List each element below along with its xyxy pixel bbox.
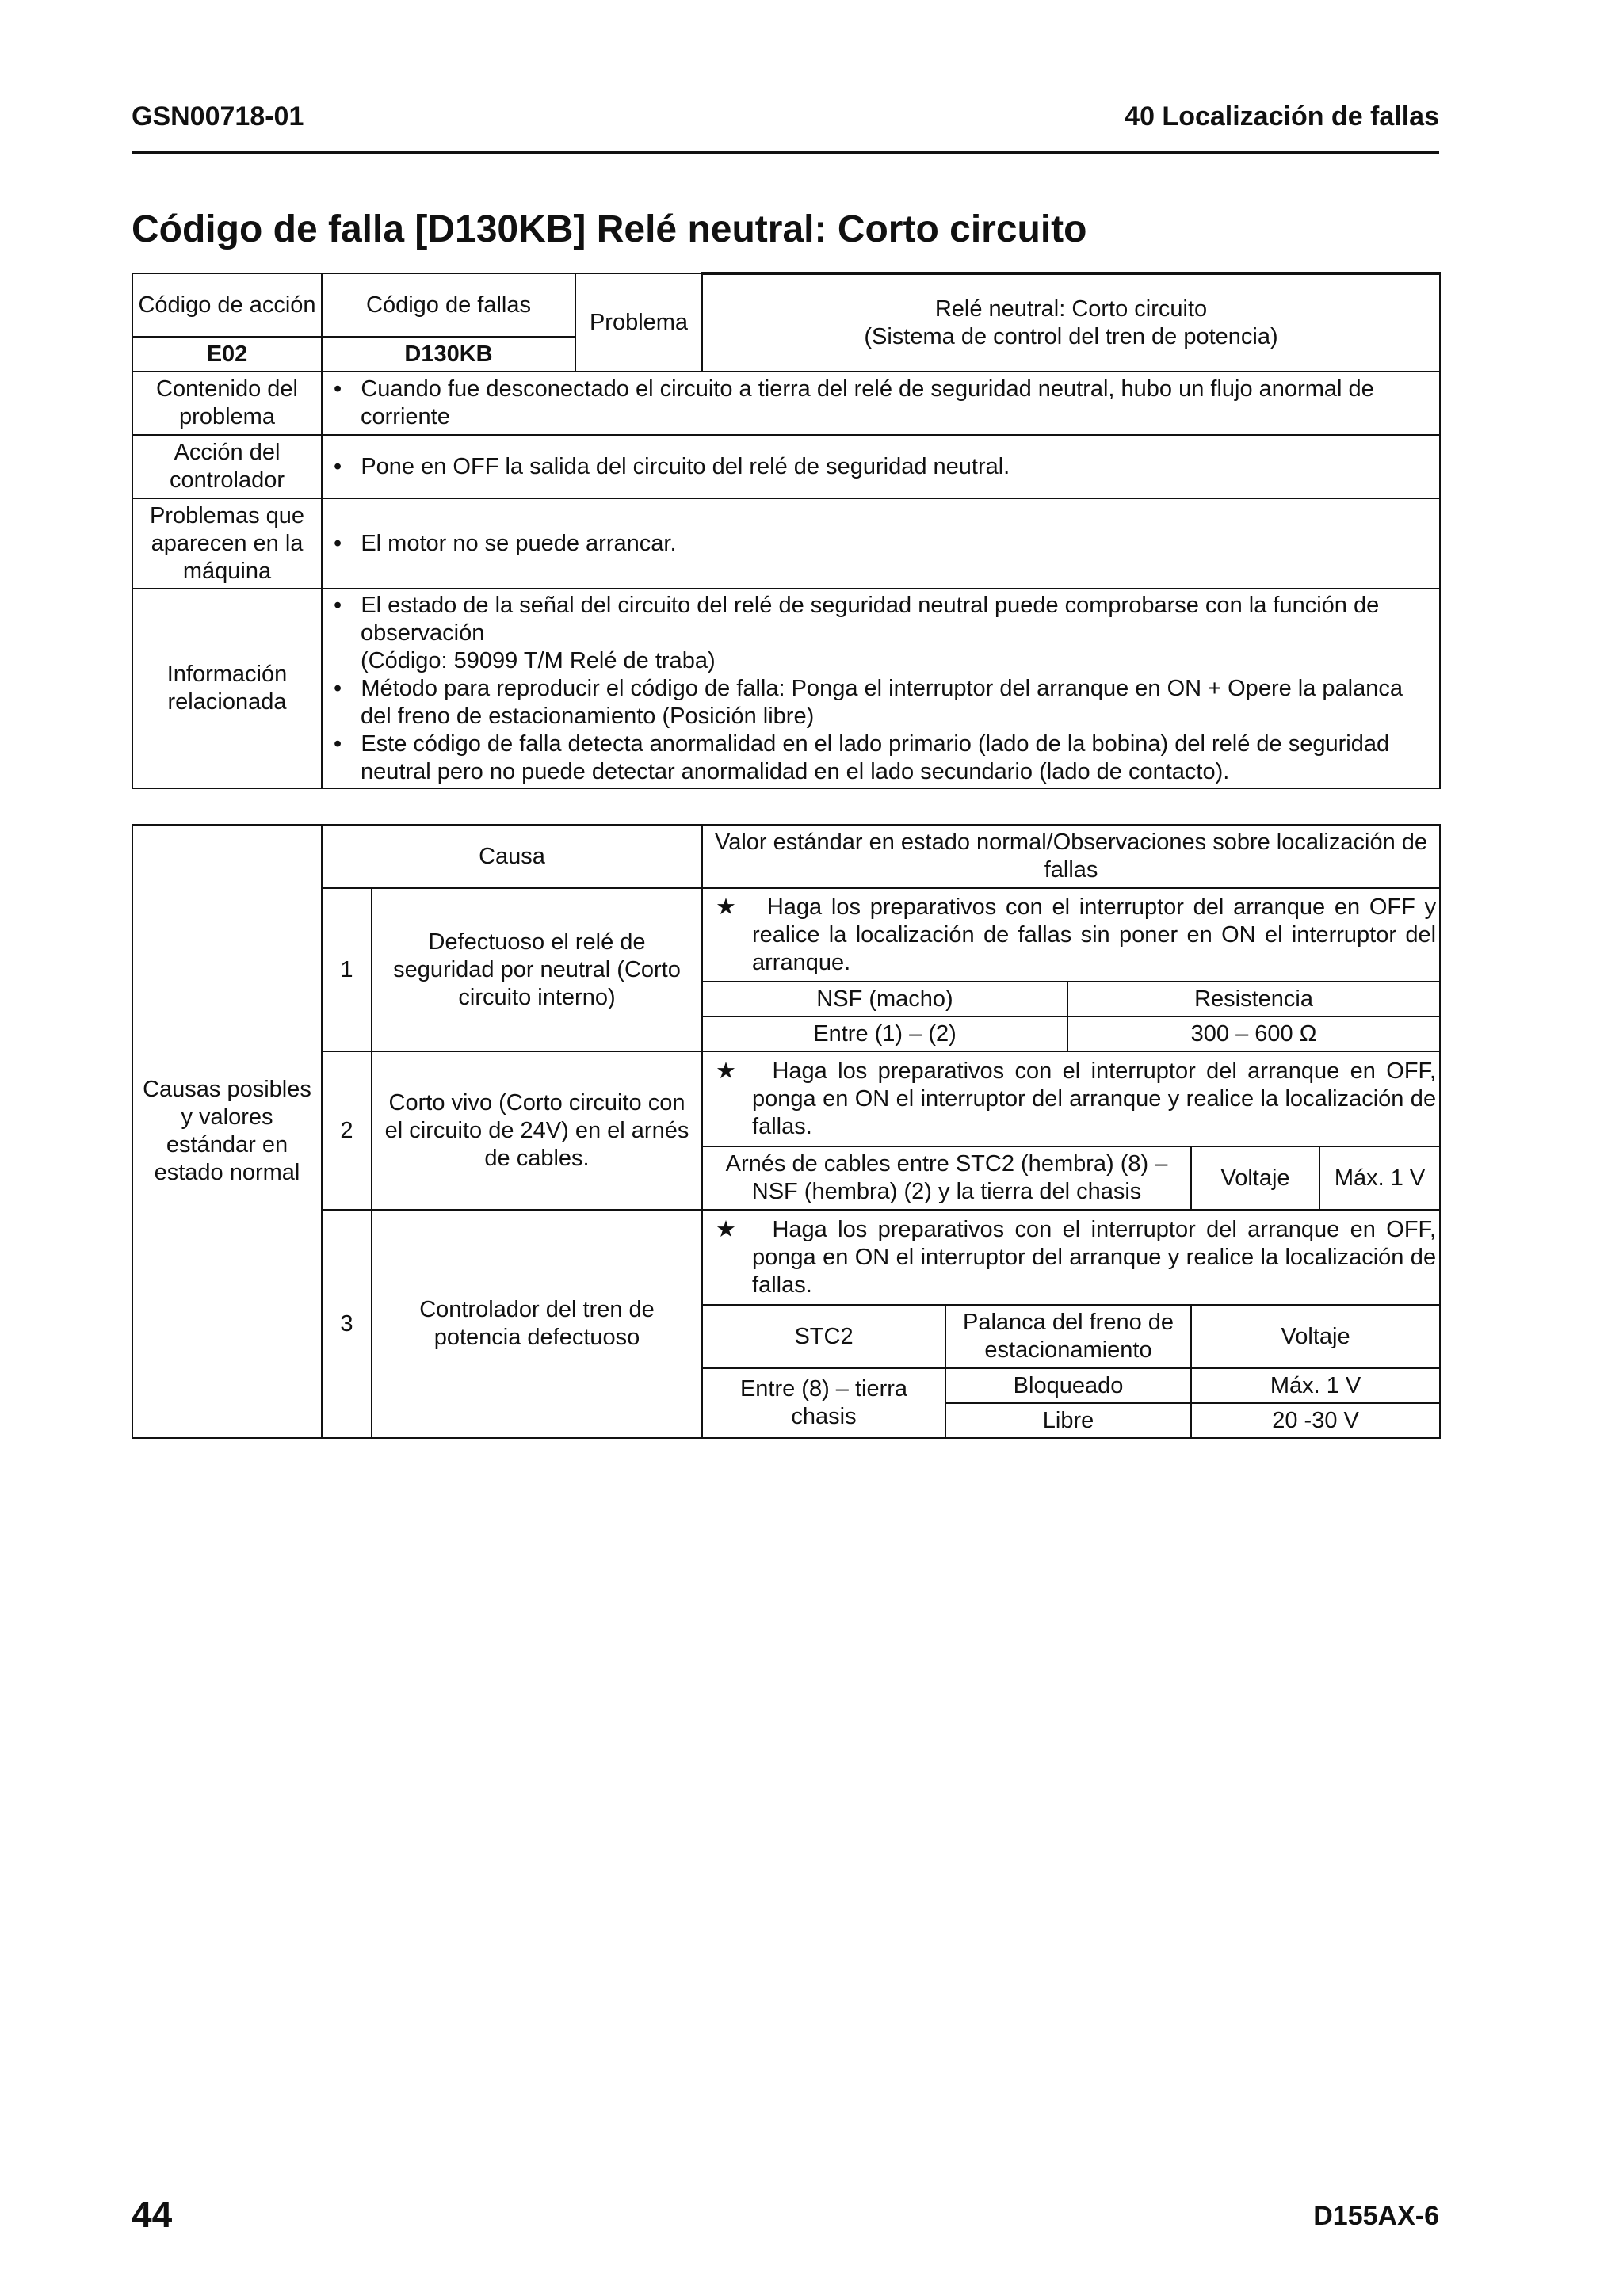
bullet-icon: • — [334, 730, 342, 757]
related-info-text: Método para reproducir el código de falla: Ponga el interruptor del arranque en ON + Opere la palanca del freno de estacionamiento (Posición libre) — [361, 675, 1403, 729]
cause-description: Defectuoso el relé de seguridad por neutral (Corto circuito interno) — [372, 888, 702, 1051]
fault-code-header: Código de fallas — [322, 273, 575, 337]
voltage-header: Voltaje — [1191, 1305, 1440, 1368]
connector-header: NSF (macho) — [702, 982, 1067, 1016]
brake-state-free: Libre — [945, 1403, 1191, 1438]
bullet-icon: • — [334, 453, 342, 479]
cause-note-text: Haga los preparativos con el interruptor del arranque en OFF y realice la localización de fallas sin poner en ON el interruptor del arranque. — [752, 894, 1437, 975]
terminal-value: Entre (8) – tierra chasis — [702, 1368, 945, 1438]
resistance-header: Resistencia — [1067, 982, 1440, 1016]
terminal-value: Entre (1) – (2) — [702, 1016, 1067, 1051]
connector-header: STC2 — [702, 1305, 945, 1368]
standard-value-header: Valor estándar en estado normal/Observaciones sobre localización de fallas — [702, 825, 1440, 888]
resistance-value: 300 – 600 Ω — [1067, 1016, 1440, 1051]
bullet-icon: • — [334, 592, 342, 618]
problem-line-2: (Sistema de control del tren de potencia) — [864, 323, 1278, 349]
bullet-item — [327, 453, 1434, 481]
problem-description — [702, 273, 1440, 372]
bullet-item — [327, 376, 1434, 431]
cause-number: 2 — [322, 1051, 372, 1210]
voltage-value-free: 20 -30 V — [1191, 1403, 1440, 1438]
problem-header: Problema — [575, 273, 702, 372]
causes-row-label: Causas posibles y valores estándar en estado normal — [132, 825, 322, 1438]
star-icon: ★ — [716, 1216, 741, 1242]
cause-note-text: Haga los preparativos con el interruptor del arranque en OFF, ponga en ON el interruptor del arranque y realice la localización de fallas. — [752, 1058, 1437, 1139]
brake-state-locked: Bloqueado — [945, 1368, 1191, 1403]
row-label-machine-problems: Problemas que aparecen en la máquina — [132, 498, 322, 589]
problem-content-text: Cuando fue desconectado el circuito a tierra del relé de seguridad neutral, hubo un flujo anormal de corriente — [361, 376, 1374, 429]
cause-note — [708, 1058, 1436, 1141]
header-rule — [132, 151, 1439, 154]
problem-line-1: Relé neutral: Corto circuito — [934, 296, 1208, 322]
related-info-cell — [322, 589, 1440, 788]
bullet-item — [327, 592, 1434, 647]
problem-content-cell — [322, 372, 1440, 435]
controller-action-text: Pone en OFF la salida del circuito del relé de seguridad neutral. — [361, 453, 1010, 479]
voltage-value: Máx. 1 V — [1319, 1146, 1440, 1210]
row-label-problem-content: Contenido del problema — [132, 372, 322, 435]
machine-problems-cell — [322, 498, 1440, 589]
star-icon: ★ — [716, 1058, 741, 1084]
action-code-value: E02 — [132, 337, 322, 372]
cause-header: Causa — [322, 825, 702, 888]
cause-note-cell — [702, 1051, 1440, 1146]
cause-number: 3 — [322, 1210, 372, 1438]
cause-number: 1 — [322, 888, 372, 1051]
cause-note — [708, 894, 1436, 977]
bullet-item — [327, 730, 1434, 786]
harness-description: Arnés de cables entre STC2 (hembra) (8) – NSF (hembra) (2) y la tierra del chasis — [702, 1146, 1191, 1210]
bullet-item — [327, 675, 1434, 730]
related-info-text: Este código de falla detecta anormalidad en el lado primario (lado de la bobina) del relé de seguridad neutral pero no puede detectar anormalidad en el lado secundario (lado de contacto). — [361, 730, 1390, 784]
page-number: 44 — [132, 2194, 173, 2235]
bullet-icon: • — [334, 376, 342, 402]
fault-code-value: D130KB — [322, 337, 575, 372]
cause-description: Controlador del tren de potencia defectuoso — [372, 1210, 702, 1438]
voltage-label: Voltaje — [1191, 1146, 1319, 1210]
star-icon: ★ — [716, 894, 739, 920]
cause-note-cell — [702, 888, 1440, 982]
related-info-text: El estado de la señal del circuito del relé de seguridad neutral puede comprobarse con la función de observación — [361, 592, 1380, 646]
bullet-icon: • — [334, 530, 342, 556]
cause-description: Corto vivo (Corto circuito con el circuito de 24V) en el arnés de cables. — [372, 1051, 702, 1210]
model-code: D155AX-6 — [1313, 2201, 1439, 2231]
fault-info-table — [132, 272, 1441, 789]
action-code-header: Código de acción — [132, 273, 322, 337]
cause-note-text: Haga los preparativos con el interruptor del arranque en OFF, ponga en ON el interruptor del arranque y realice la localización de fallas. — [752, 1216, 1437, 1298]
row-label-controller-action: Acción del controlador — [132, 435, 322, 498]
bullet-item — [327, 530, 1434, 558]
parking-brake-header: Palanca del freno de estacionamiento — [945, 1305, 1191, 1368]
controller-action-cell — [322, 435, 1440, 498]
page-title: Código de falla [D130KB] Relé neutral: Corto circuito — [132, 208, 1087, 250]
cause-note — [708, 1216, 1436, 1299]
bullet-icon: • — [334, 675, 342, 701]
cause-note-cell — [702, 1210, 1440, 1305]
observation-code: (Código: 59099 T/M Relé de traba) — [361, 647, 716, 673]
document-code: GSN00718-01 — [132, 101, 304, 132]
row-label-related-info: Información relacionada — [132, 589, 322, 788]
section-title: 40 Localización de fallas — [1125, 101, 1439, 132]
voltage-value-locked: Máx. 1 V — [1191, 1368, 1440, 1403]
machine-problems-text: El motor no se puede arrancar. — [361, 530, 677, 556]
causes-table — [132, 824, 1441, 1439]
